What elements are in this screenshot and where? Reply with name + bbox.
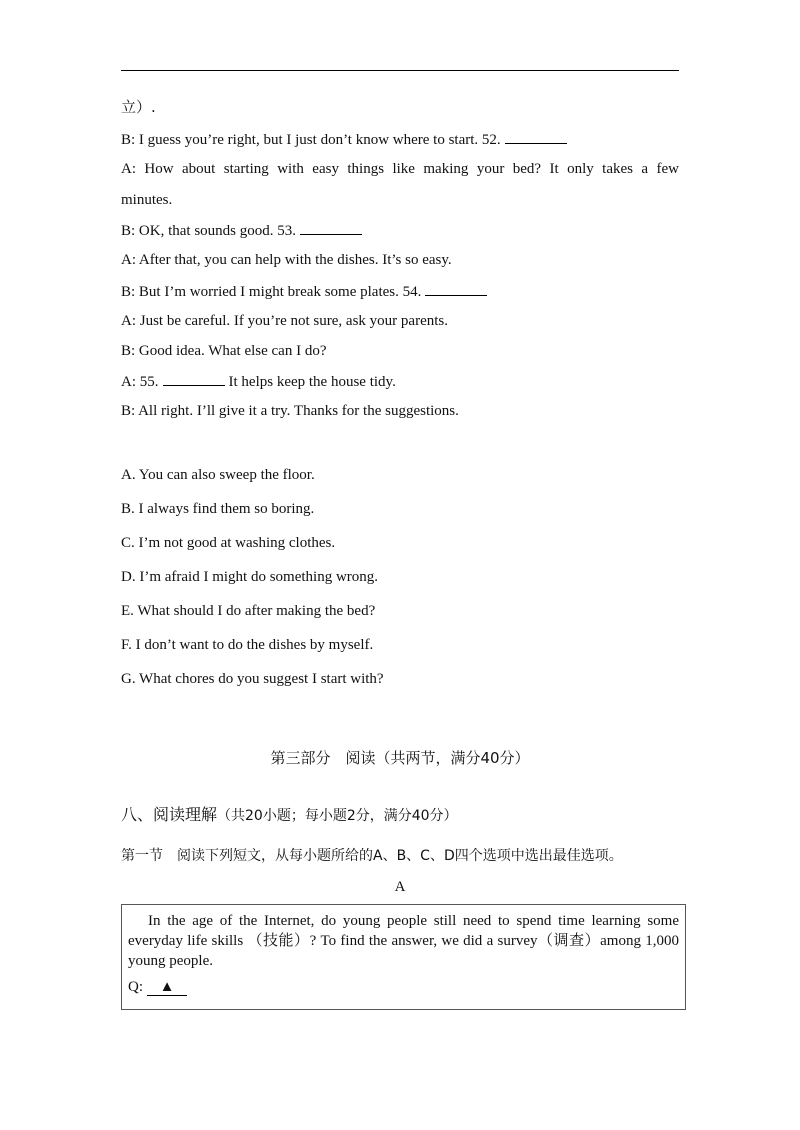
header-rule (121, 70, 679, 71)
question-blank[interactable]: ▲ (147, 979, 187, 996)
dialogue-text: B: I guess you’re right, but I just don’t know where to start. 52. (121, 132, 501, 148)
passage-box (121, 904, 686, 1010)
answer-blank-52[interactable] (505, 129, 567, 144)
dialogue-line: A: Just be careful. If you’re not sure, ask your parents. (121, 313, 448, 329)
option-item: E. What should I do after making the bed? (121, 603, 376, 619)
part-title-detail: （共20小题；每小题2分，满分40分） (217, 808, 458, 824)
option-item: A. You can also sweep the floor. (121, 467, 315, 483)
dialogue-line (121, 220, 362, 241)
option-item: D. I’m afraid I might do something wrong. (121, 569, 379, 585)
dialogue-line: minutes. (121, 192, 173, 208)
section-title: 第三部分 阅读（共两节，满分40分） (270, 749, 530, 767)
dialogue-line: A: How about starting with easy things like making your bed? It only takes a few (121, 161, 679, 177)
dialogue-line (121, 281, 487, 302)
answer-blank-54[interactable] (425, 281, 487, 296)
passage-question (128, 977, 679, 997)
dialogue-line: 立）. (121, 98, 156, 116)
part-title-main: 八、阅读理解 (121, 805, 218, 824)
option-item: C. I’m not good at washing clothes. (121, 535, 336, 551)
dialogue-text: A: 55. (121, 374, 159, 390)
question-label: Q: (128, 979, 143, 995)
section-instruction: 第一节 阅读下列短文，从每小题所给的A、B、C、D四个选项中选出最佳选项。 (121, 848, 623, 864)
option-item: F. I don’t want to do the dishes by myself. (121, 637, 374, 653)
answer-blank-55[interactable] (163, 371, 225, 386)
answer-blank-53[interactable] (300, 220, 362, 235)
dialogue-line: A: After that, you can help with the dishes. It’s so easy. (121, 252, 452, 268)
dialogue-line (121, 371, 396, 392)
dialogue-text: It helps keep the house tidy. (228, 374, 396, 390)
dialogue-text: B: OK, that sounds good. 53. (121, 223, 297, 239)
option-item: B. I always find them so boring. (121, 501, 315, 517)
option-item: G. What chores do you suggest I start with? (121, 671, 384, 687)
dialogue-line: B: All right. I’ll give it a try. Thanks for the suggestions. (121, 403, 459, 419)
dialogue-line: B: Good idea. What else can I do? (121, 343, 327, 359)
passage-text: In the age of the Internet, do young people still need to spend time learning some everyday life skills （技能）? To find the answer, we did a survey（调查）among 1,000 young people. (128, 913, 679, 969)
passage-letter: A (394, 879, 406, 895)
dialogue-line (121, 129, 567, 150)
dialogue-text: B: But I’m worried I might break some plates. 54. (121, 284, 422, 300)
part-title (121, 804, 458, 827)
